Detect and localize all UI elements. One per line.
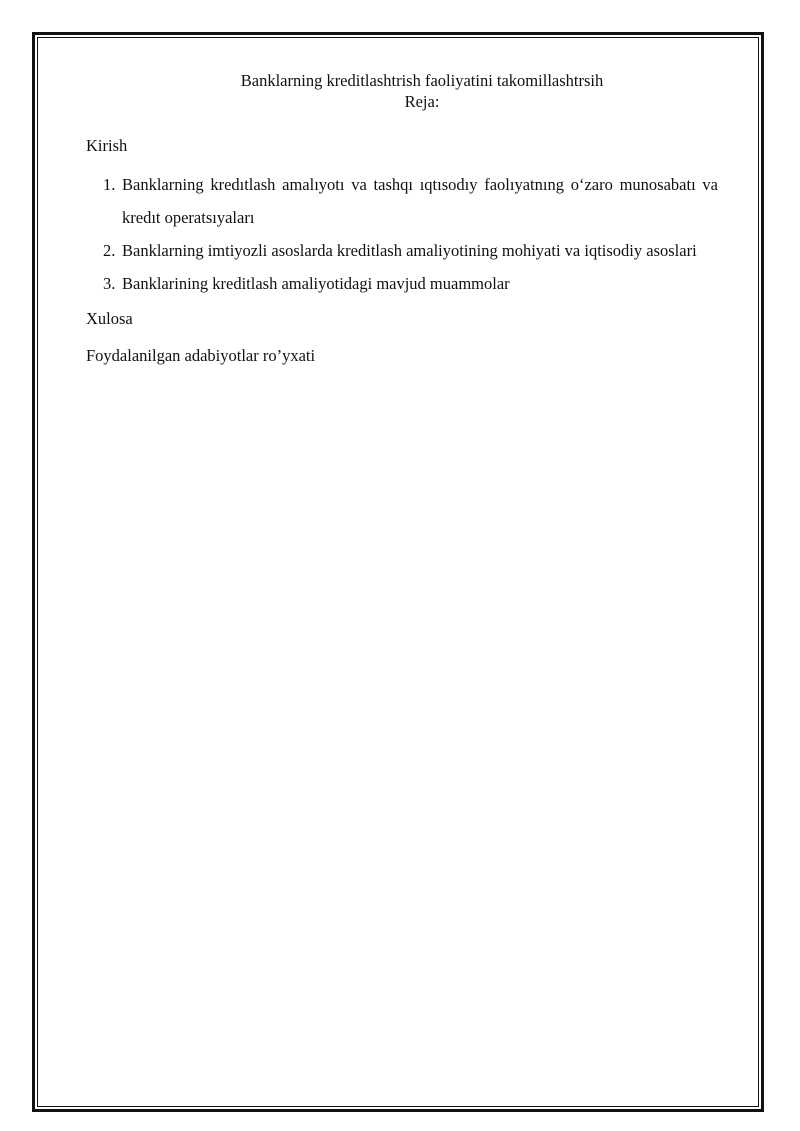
plan-item-text: Banklarning kredıtlash amalıyotı va tashqı ıqtısodıy faolıyatnıng o‘zaro munosabatı va kredıt operatsıyaları [122, 175, 718, 227]
plan-heading: Reja: [404, 92, 440, 111]
intro-heading: Kirish [86, 136, 128, 155]
plan-item-text: Banklarining kreditlash amaliyotidagi mavjud muammolar [122, 274, 510, 293]
plan-item-number: 1. [103, 175, 116, 194]
document-body [86, 70, 718, 374]
plan-list [86, 168, 718, 300]
plan-item-3 [86, 267, 718, 300]
references-heading: Foydalanilgan adabiyotlar ro’yxati [86, 346, 316, 365]
plan-item-text: Banklarning imtiyozli asoslarda kreditlash amaliyotining mohiyati va iqtisodiy asoslari [122, 241, 697, 260]
plan-item-number: 2. [103, 241, 116, 260]
plan-item-number: 3. [103, 274, 116, 293]
document-title: Banklarning kreditlashtrish faoliyatini takomillashtrsih [240, 71, 604, 90]
conclusion-heading: Xulosa [86, 309, 133, 328]
plan-item-2 [86, 234, 718, 267]
plan-item-1 [86, 168, 718, 234]
